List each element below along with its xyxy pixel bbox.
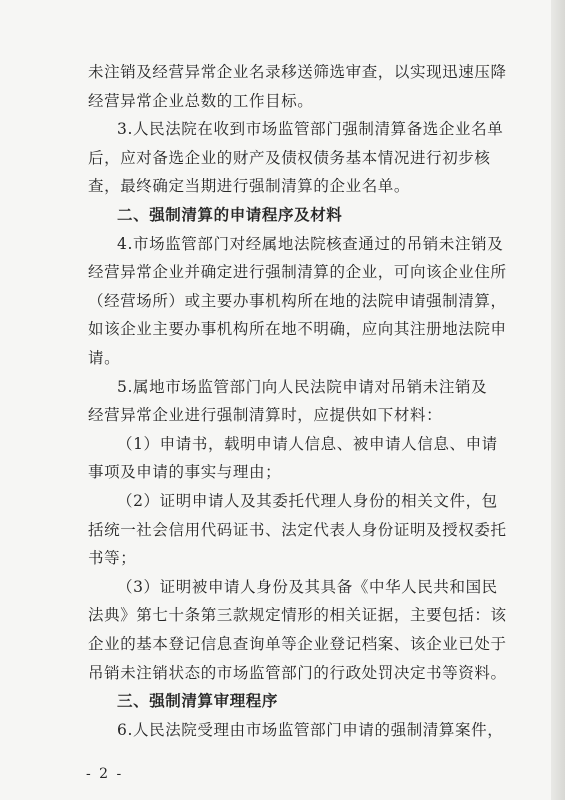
- section-heading: 三、强制清算审理程序: [117, 692, 279, 710]
- body-text-line: （经营场所）或主要办事机构所在地的法院申请强制清算，: [88, 292, 507, 310]
- body-text-line: 查，最终确定当期进行强制清算的企业名单。: [88, 177, 411, 195]
- body-text-line: 5.属地市场监管部门向人民法院申请对吊销未注销及: [117, 378, 488, 396]
- body-text-line: 4.市场监管部门对经属地法院核查通过的吊销未注销及: [117, 235, 504, 253]
- body-text-line: 括统一社会信用代码证书、法定代表人身份证明及授权委托: [88, 521, 507, 539]
- body-text-line: 吊销未注销状态的市场监管部门的行政处罚决定书等资料。: [88, 664, 507, 682]
- body-text-line: （2）证明申请人及其委托代理人身份的相关文件，包: [117, 492, 498, 510]
- body-text-line: 后，应对备选企业的财产及债权债务基本情况进行初步核: [88, 149, 491, 167]
- page-number: - 2 -: [86, 766, 124, 782]
- body-text-line: 经营异常企业进行强制清算时，应提供如下材料：: [88, 406, 443, 424]
- body-text-line: （3）证明被申请人身份及其具备《中华人民共和国民: [117, 578, 498, 596]
- body-text-line: （1）申请书，载明申请人信息、被申请人信息、申请: [117, 435, 498, 453]
- body-text-line: 请。: [88, 349, 121, 367]
- body-text-line: 法典》第七十条第三款规定情形的相关证据，主要包括：该: [88, 606, 507, 624]
- body-text-line: 事项及申请的事实与理由；: [88, 463, 282, 481]
- body-text-line: 未注销及经营异常企业名录移送筛选审查，以实现迅速压降: [88, 63, 507, 81]
- body-text-line: 3.人民法院在收到市场监管部门强制清算备选企业名单: [117, 120, 504, 138]
- section-heading: 二、强制清算的申请程序及材料: [117, 206, 343, 224]
- body-text-line: 企业的基本登记信息查询单等企业登记档案、该企业已处于: [88, 635, 507, 653]
- body-text-line: 经营异常企业总数的工作目标。: [88, 92, 314, 110]
- body-text-line: 书等；: [88, 549, 137, 567]
- body-text-line: 6.人民法院受理由市场监管部门申请的强制清算案件，: [117, 721, 504, 739]
- body-text-line: 经营异常企业并确定进行强制清算的企业，可向该企业住所: [88, 263, 507, 281]
- body-text-line: 如该企业主要办事机构所在地不明确，应向其注册地法院申: [88, 320, 507, 338]
